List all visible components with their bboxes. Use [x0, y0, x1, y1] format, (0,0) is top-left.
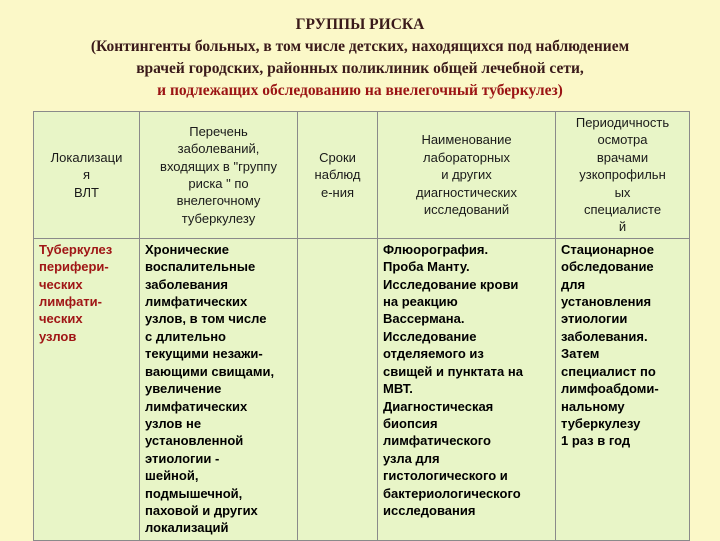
- cell-periodicity: Стационарное обследование для установления этиологии заболевания. Затем специалист по лимфоабдоми- нальному туберкулезу 1 раз в год: [556, 238, 690, 540]
- title-subtitle-line-2: врачей городских, районных поликлиник общей лечебной сети,: [136, 60, 584, 77]
- title-heading: ГРУППЫ РИСКА: [295, 16, 425, 33]
- cell-diseases: Хронические воспалительные заболевания лимфатических узлов, в том числе с длительно текущими незажи- вающими свищами, увеличение лимфатических узлов не установленной этиологии - шейной, подмышечной, паховой и других локализаций: [140, 238, 298, 540]
- table-header-row: [34, 112, 690, 239]
- cell-localization: Туберкулез перифери- ческих лимфати- ческих узлов: [34, 238, 140, 540]
- header-diseases: Перечень заболеваний, входящих в "группу риска " по внелегочному туберкулезу: [140, 112, 298, 239]
- title-subtitle-line-1: (Контингенты больных, в том числе детских, находящихся под наблюдением: [90, 38, 630, 55]
- risk-groups-table: [33, 111, 690, 541]
- table-row: [34, 238, 690, 540]
- cell-observation-terms: [298, 238, 378, 540]
- slide-title: [0, 14, 720, 102]
- header-investigations: Наименование лабораторных и других диагностических исследований: [378, 112, 556, 239]
- header-observation-terms: Сроки наблюд е-ния: [298, 112, 378, 239]
- header-localization: Локализаци я ВЛТ: [34, 112, 140, 239]
- header-periodicity: Периодичность осмотра врачами узкопрофильн ых специалисте й: [556, 112, 690, 239]
- cell-investigations: Флюорография. Проба Манту. Исследование крови на реакцию Вассермана. Исследование отделяемого из свищей и пунктата на МВТ. Диагностическая биопсия лимфатического узла для гистологического и бактериологического исследования: [378, 238, 556, 540]
- title-subtitle-line-3: и подлежащих обследованию на внелегочный туберкулез): [157, 82, 563, 99]
